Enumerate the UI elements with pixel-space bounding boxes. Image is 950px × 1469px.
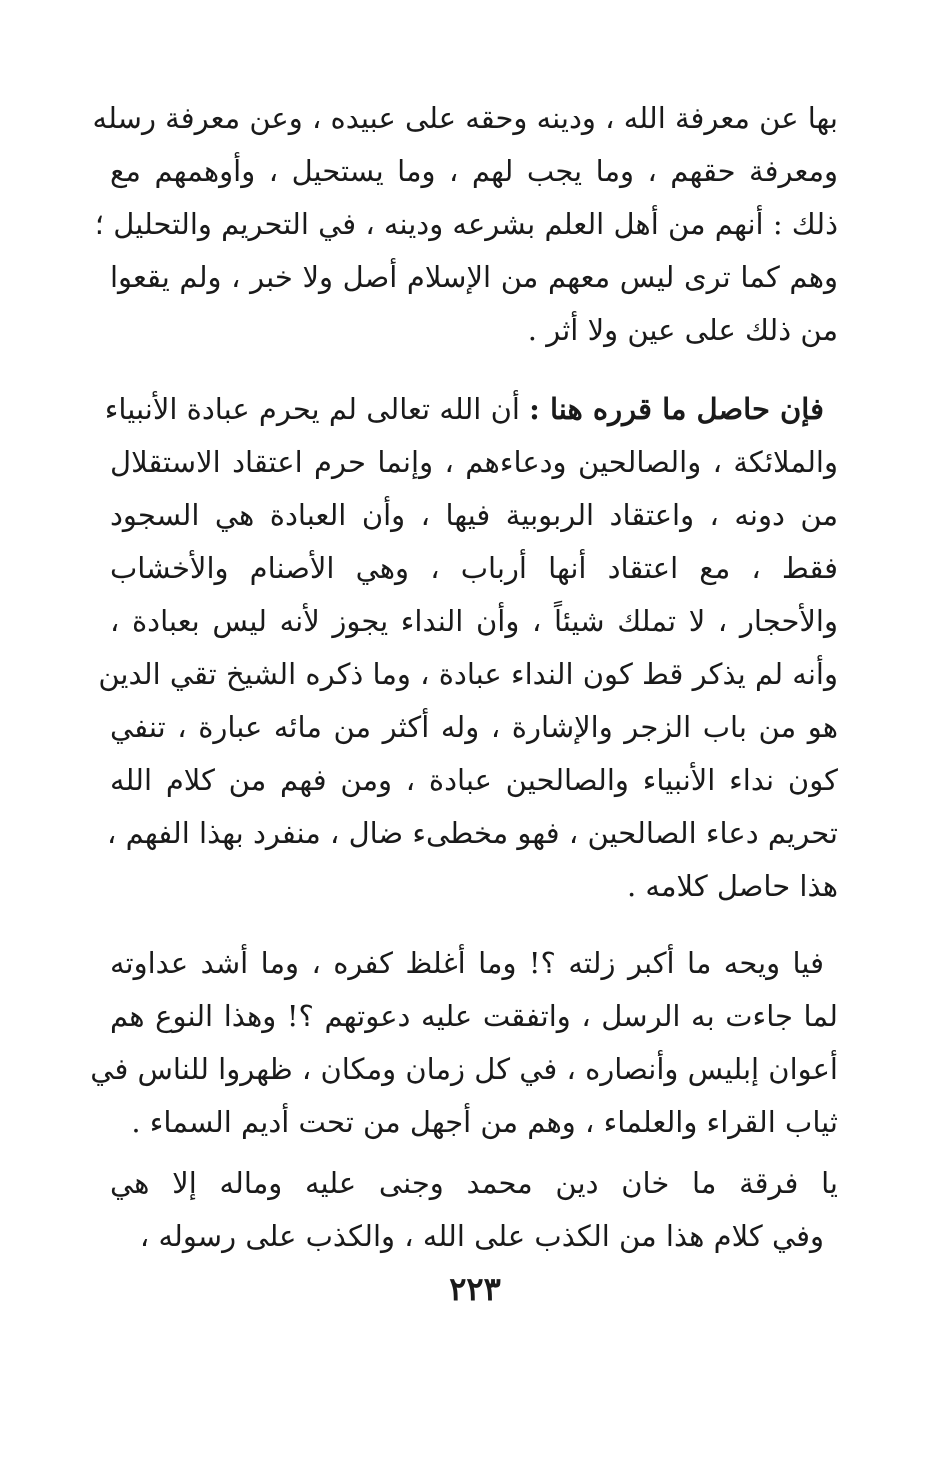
paragraph-2	[98, 383, 838, 913]
lead-phrase: فإن حاصل ما قرره هنا :	[529, 392, 824, 426]
paragraph-4: وفي كلام هذا من الكذب على الله ، والكذب على رسوله ،	[139, 1219, 824, 1253]
text-line: تحريم دعاء الصالحين ، فهو مخطىء ضال ، منفرد بهذا الفهم ،	[106, 816, 838, 850]
text-line: فقط ، مع اعتقاد أنها أرباب ، وهي الأصنام والأخشاب	[110, 551, 838, 585]
text-line: بها عن معرفة الله ، ودينه وحقه على عبيده ، وعن معرفة رسله	[92, 101, 838, 135]
text-line: ثياب القراء والعلماء ، وهم من أجهل من تحت أديم السماء .	[131, 1105, 838, 1139]
text-line: فيا ويحه ما أكبر زلته ؟! وما أغلظ كفره ، وما أشد عداوته	[110, 946, 824, 980]
text-line-lead	[104, 383, 838, 436]
paragraph-1	[92, 92, 838, 357]
text-line: لما جاءت به الرسل ، واتفقت عليه دعوتهم ؟! وهذا النوع هم	[110, 999, 838, 1033]
text-line: ذلك : أنهم من أهل العلم بشرعه ودينه ، في التحريم والتحليل ؛	[94, 207, 838, 241]
text-line: أعوان إبليس وأنصاره ، في كل زمان ومكان ، ظهروا للناس في	[90, 1052, 838, 1086]
page-body	[90, 92, 838, 1263]
text-line: والملائكة ، والصالحين ودعاءهم ، وإنما حرم اعتقاد الاستقلال	[110, 445, 838, 479]
text-line: كون نداء الأنبياء والصالحين عبادة ، ومن فهم من كلام الله	[110, 763, 838, 797]
lead-continuation: أن الله تعالى لم يحرم عبادة الأنبياء	[104, 392, 520, 426]
verse-line: يا فرقة ما خان دين محمد وجنى عليه وماله إلا هي	[110, 1166, 838, 1200]
text-line: من ذلك على عين ولا أثر .	[527, 313, 838, 347]
text-line: وأنه لم يذكر قط كون النداء عبادة ، وما ذكره الشيخ تقي الدين	[98, 657, 838, 691]
text-line: هذا حاصل كلامه .	[627, 869, 838, 903]
text-line: ومعرفة حقهم ، وما يجب لهم ، وما يستحيل ، وأوهمهم مع	[110, 154, 838, 188]
text-line: من دونه ، واعتقاد الربوبية فيها ، وأن العبادة هي السجود	[110, 498, 838, 532]
paragraph-3	[90, 937, 838, 1149]
page-number: ٢٢٣	[449, 1270, 501, 1308]
text-line: هو من باب الزجر والإشارة ، وله أكثر من مائه عبارة ، تنفي	[110, 710, 838, 744]
text-line: وهم كما ترى ليس معهم من الإسلام أصل ولا خبر ، ولم يقعوا	[110, 260, 838, 294]
text-line: والأحجار ، لا تملك شيئاً ، وأن النداء يجوز لأنه ليس بعبادة ،	[110, 604, 838, 638]
